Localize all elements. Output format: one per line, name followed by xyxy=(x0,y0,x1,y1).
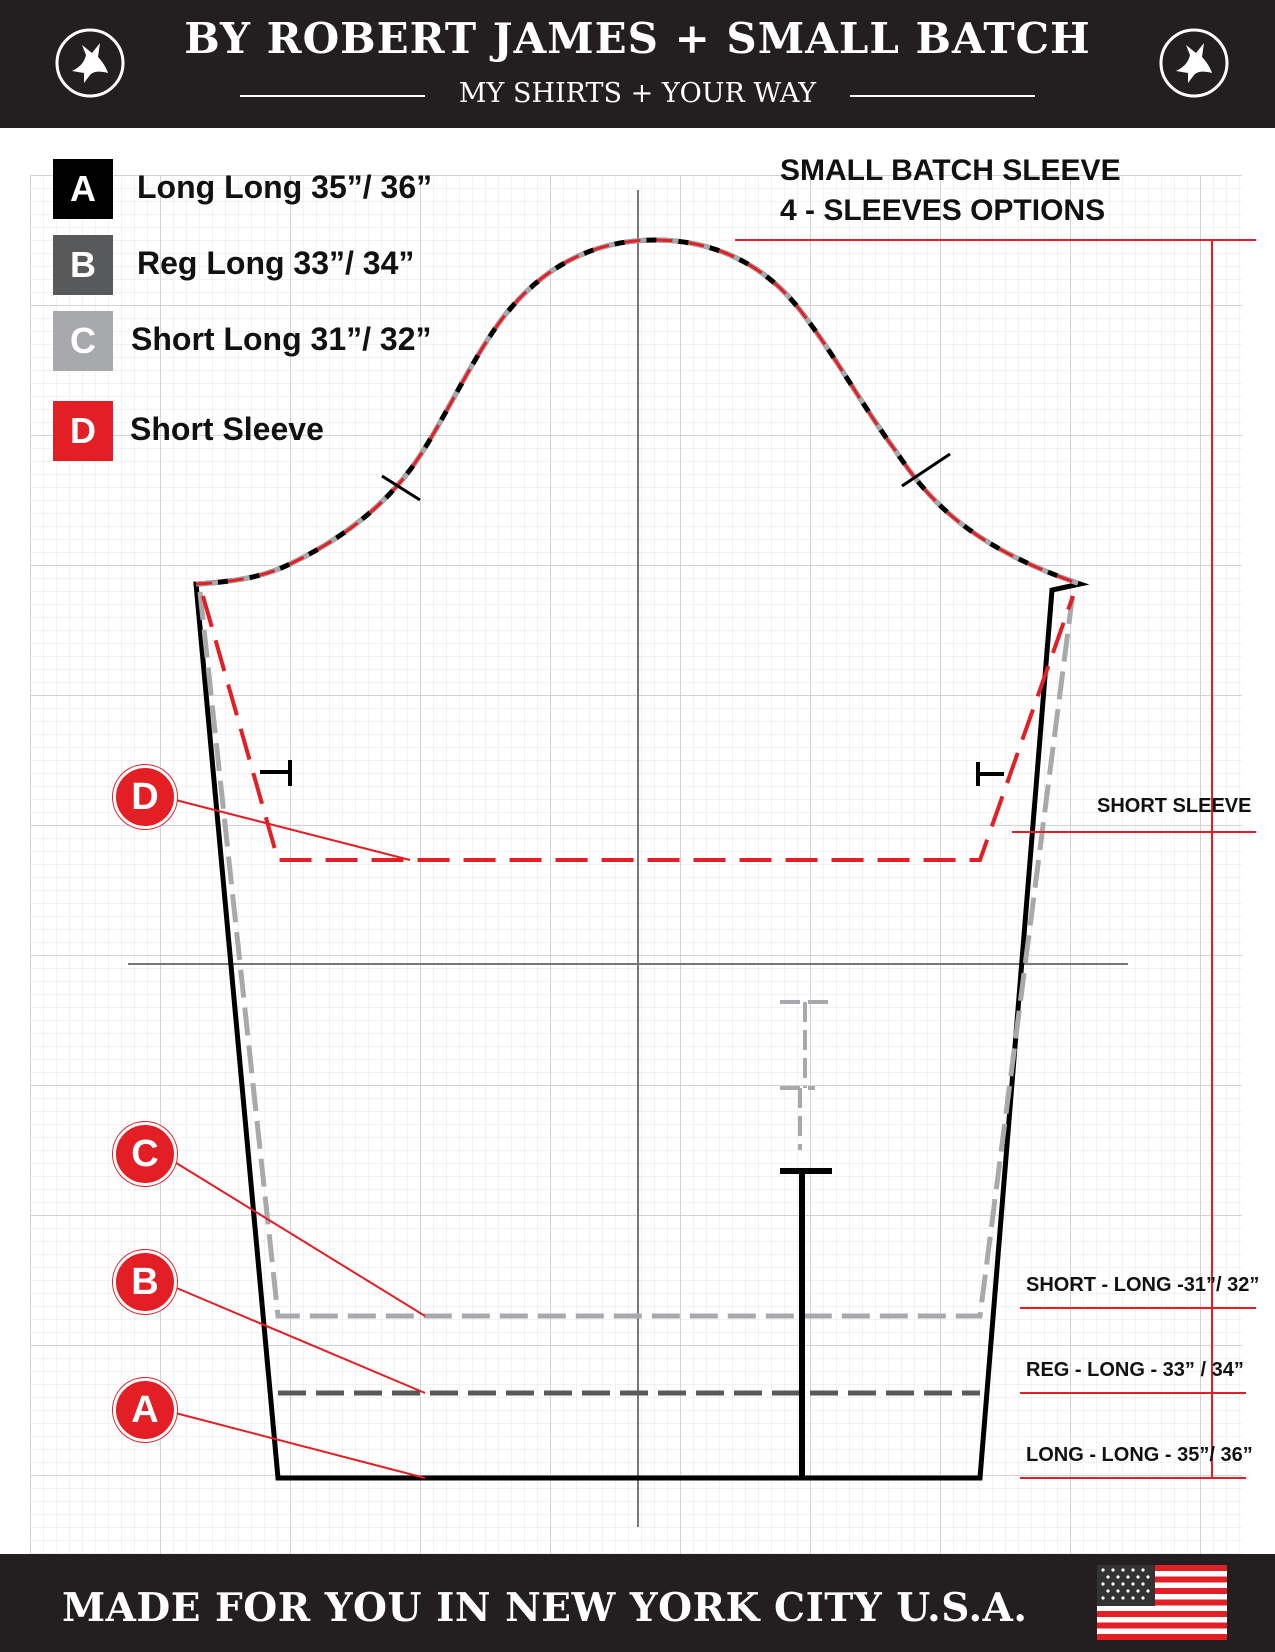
legend-label-b: Reg Long 33”/ 34” xyxy=(137,245,415,281)
dimension-label-reg-long: REG - LONG - 33” / 34” xyxy=(1026,1359,1244,1381)
brand-tagline: MY SHIRTS + YOUR WAY xyxy=(458,78,817,109)
legend-swatch-a: A xyxy=(53,159,113,219)
leader-d xyxy=(160,796,410,860)
legend-label-a: Long Long 35”/ 36” xyxy=(137,169,433,205)
usa-flag-icon xyxy=(1097,1565,1227,1640)
leader-c xyxy=(160,1153,425,1316)
sleeve-side-c xyxy=(200,592,1073,1316)
short-sleeve-notch-right xyxy=(978,762,1004,786)
leader-a xyxy=(160,1409,425,1478)
callout-c: C xyxy=(113,1122,177,1186)
legend-swatch-d: D xyxy=(53,401,113,461)
footer-text: MADE FOR YOU IN NEW YORK CITY U.S.A. xyxy=(62,1585,1028,1631)
legend-label-c: Short Long 31”/ 32” xyxy=(131,321,432,357)
diagram-heading-line2: 4 - SLEEVES OPTIONS xyxy=(780,194,1106,227)
dimension-label-long-long: LONG - LONG - 35”/ 36” xyxy=(1026,1444,1253,1466)
placket-opening-a xyxy=(780,1171,832,1478)
callout-a: A xyxy=(113,1378,177,1442)
legend-label-d: Short Sleeve xyxy=(130,411,324,447)
diagram-heading-line1: SMALL BATCH SLEEVE xyxy=(780,154,1121,187)
legend-swatch-b: B xyxy=(53,235,113,295)
placket-opening-c xyxy=(780,1002,830,1088)
placket-opening-b xyxy=(780,1088,815,1150)
brand-title: BY ROBERT JAMES + SMALL BATCH xyxy=(184,14,1091,63)
legend-swatch-c: C xyxy=(53,311,113,371)
dimension-label-short-sleeve: SHORT SLEEVE xyxy=(1097,795,1252,817)
callout-d: D xyxy=(113,765,177,829)
callout-b: B xyxy=(113,1250,177,1314)
dimension-label-short-long: SHORT - LONG -31”/ 32” xyxy=(1026,1274,1260,1296)
short-sleeve-notch-left xyxy=(260,760,290,786)
leader-b xyxy=(160,1281,425,1393)
